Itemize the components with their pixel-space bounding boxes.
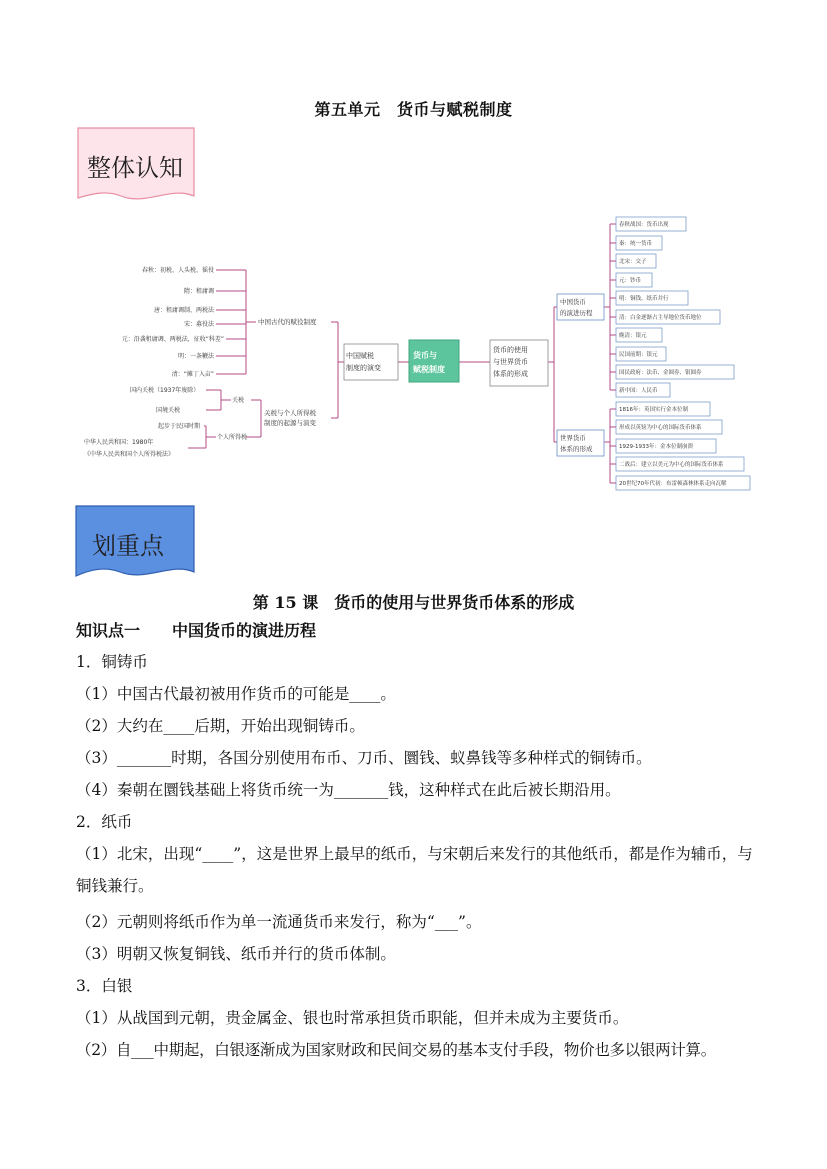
fill-blank-line: （3）_______时期，各国分别使用布币、刀币、圜钱、蚁鼻钱等多种样式的铜铸币。 — [76, 749, 652, 767]
ancient-tax-item: 宋：募役法 — [183, 321, 214, 328]
world-currency-item: 1929-1933年：金本位制崩溃 — [619, 444, 693, 450]
china-currency-item: 北宋：交子 — [619, 259, 647, 265]
ancient-tax-item: 元：沿袭租庸调、两税法，征收“科差” — [121, 336, 224, 343]
china-currency-box: 的演进历程 — [560, 309, 593, 317]
customs-income-heading: 制度的起源与演变 — [264, 419, 316, 427]
currency-system-box: 体系的形成 — [493, 370, 528, 378]
keypoints-banner — [74, 500, 196, 580]
customs-heading: 关税 — [232, 397, 245, 404]
fill-blank-line: （2）元朝则将纸币作为单一流通货币来发行，称为“___”。 — [76, 913, 482, 931]
ancient-tax-heading: 中国古代的赋役制度 — [258, 318, 317, 326]
china-currency-box: 中国货币 — [560, 298, 586, 306]
ancient-tax-item: 唐：租庸调制、两税法 — [153, 307, 214, 314]
china-currency-item: 元：钞币 — [619, 278, 642, 284]
unit-title: 第五单元 货币与赋税制度 — [314, 100, 513, 119]
income-tax-item: 中华人民共和国：1980年 — [84, 439, 154, 446]
world-currency-box: 世界货币 — [560, 434, 586, 442]
currency-system-box: 与世界货币 — [493, 358, 528, 366]
overview-banner-label: 整体认知 — [87, 154, 183, 182]
customs-item: 国境关税 — [156, 407, 181, 414]
china-currency-item: 国民政府：法币、金圆券、银圆券 — [619, 370, 702, 376]
china-currency-item: 清：白金逐渐占主导地位货币地位 — [619, 315, 702, 321]
customs-income-heading: 关税与个人所得税 — [264, 409, 316, 417]
fill-blank-line: （1）从战国到元朝，贵金属金、银也时常承担货币职能，但并未成为主要货币。 — [76, 1009, 629, 1027]
overview-banner — [76, 124, 196, 204]
fill-blank-line: （2）自___中期起，白银逐渐成为国家财政和民间交易的基本支付手段，物价也多以银两计算。 — [76, 1041, 716, 1059]
world-currency-item: 20世纪70年代初：布雷顿森林体系走向瓦解 — [619, 481, 727, 487]
ancient-tax-item: 隋：租庸调 — [183, 288, 214, 295]
fill-blank-line: （3）明朝又恢复铜钱、纸币并行的货币体制。 — [76, 945, 396, 963]
fill-blank-line: （2）大约在____后期，开始出现铜铸币。 — [76, 717, 365, 735]
china-currency-item: 民国前期：银元 — [619, 352, 658, 358]
world-currency-item: 1816年：英国实行金本位制 — [619, 407, 688, 413]
income-tax-item: 起步于民国时期 — [158, 423, 201, 430]
fill-blank-line: （4）秦朝在圜钱基础上将货币统一为_______钱，这种样式在此后被长期沿用。 — [76, 781, 621, 799]
income-tax-item: 《中华人民共和国个人所得税法》 — [84, 451, 175, 458]
ancient-tax-item: 春秋：初税、人头税、徭役 — [141, 267, 214, 274]
section-heading: 2．纸币 — [76, 813, 133, 831]
china-currency-item: 新中国：人民币 — [619, 388, 658, 394]
currency-system-box: 货币的使用 — [493, 346, 528, 354]
section-heading: 1．铜铸币 — [76, 653, 148, 671]
world-currency-box: 体系的形成 — [560, 445, 593, 453]
world-currency-item: 形成以英镑为中心的国际货币体系 — [619, 425, 702, 431]
income-tax-heading: 个人所得税 — [217, 434, 248, 441]
lesson-title: 第 15 课 货币的使用与世界货币体系的形成 — [252, 593, 575, 612]
center-topic: 赋税制度 — [413, 365, 445, 374]
ancient-tax-item: 清：“摊丁入亩” — [171, 371, 214, 378]
mindmap — [76, 212, 756, 497]
knowledge-point-title: 知识点一 中国货币的演进历程 — [76, 621, 317, 640]
china-currency-item: 明：铜钱、纸币并行 — [619, 296, 669, 302]
customs-item: 国内关税（1937年废除） — [130, 387, 200, 394]
ancient-tax-item: 明：一条鞭法 — [177, 353, 214, 360]
china-currency-item: 秦：统一货币 — [619, 241, 653, 247]
section-heading: 3．白银 — [76, 977, 133, 995]
center-topic: 货币与 — [413, 351, 437, 360]
tax-evolution-box: 中国赋税 — [346, 352, 374, 360]
fill-blank-line: （1）中国古代最初被用作货币的可能是____。 — [76, 685, 396, 703]
keypoints-banner-label: 划重点 — [92, 532, 164, 560]
china-currency-item: 晚清：银元 — [619, 333, 647, 339]
world-currency-item: 二战后：建立以美元为中心的国际货币体系 — [619, 462, 724, 468]
tax-evolution-box: 制度的演变 — [346, 364, 381, 372]
china-currency-item: 春秋战国：货币出现 — [619, 222, 669, 228]
fill-blank-line: （1）北宋，出现“____”，这是世界上最早的纸币，与宋朝后来发行的其他纸币，都是作为辅币，与铜钱兼行。 — [76, 845, 753, 895]
